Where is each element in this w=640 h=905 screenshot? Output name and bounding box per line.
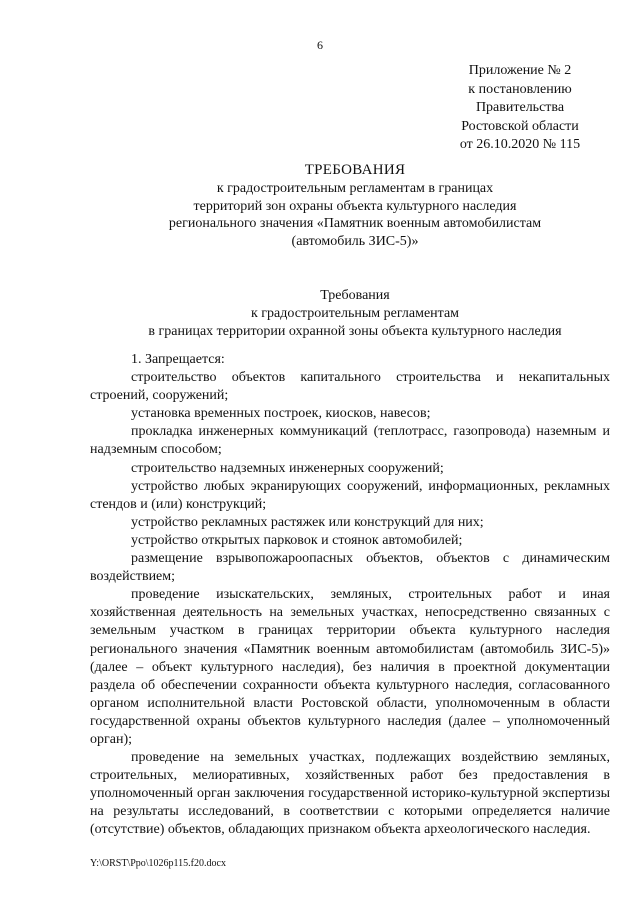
body-paragraph: строительство надземных инженерных сооружений; (131, 460, 444, 476)
title-line: территорий зон охраны объекта культурного наследия (193, 198, 517, 214)
title-line: (автомобиль ЗИС-5)» (291, 234, 419, 250)
body-paragraph: 1. Запрещается: (131, 352, 225, 367)
appendix-line: к постановлению (468, 81, 572, 97)
body-text (90, 351, 610, 840)
appendix-line: Приложение № 2 (468, 63, 572, 78)
body-paragraph: устройство открытых парковок и стоянок автомобилей; (131, 532, 463, 548)
appendix-line: от 26.10.2020 № 115 (459, 137, 581, 152)
subtitle-line: к градостроительным регламентам (250, 305, 460, 321)
body-paragraph: устройство рекламных растяжек или конструкций для них; (131, 514, 484, 530)
subtitle-line: Требования (320, 288, 390, 303)
appendix-header (430, 62, 610, 155)
body-paragraph: размещение взрывопожароопасных объектов, объектов с динамическим воздействием; (90, 551, 610, 585)
body-paragraph: проведение на земельных участках, подлежащих воздействию земляных, строительных, мелиоративных, хозяйственных работ без предоставления в уполномоченный орган заключения государственной историко-культурной экспертизы на результаты исследований, в соответствии с которыми определяется наличие (отсутствие) объектов, обладающих признаком объекта археологического наследия. (90, 750, 610, 838)
section-title (90, 287, 620, 340)
body-paragraph: проведение изыскательских, земляных, строительных работ и иная хозяйственная деятельность на земельных участках, непосредственно связанных с земельным участком в границах территории объекта культурного наследия регионального значения «Памятник военным автомобилистам (автомобиль ЗИС-5)» (далее – объект культурного наследия), без наличия в проектной документации раздела об обеспечении сохранности объекта культурного наследия, согласованного органом исполнительной власти Ростовской области, уполномоченным в области государственной охраны объектов культурного наследия (далее – уполномоченный орган); (90, 587, 610, 747)
subtitle-line: в границах территории охранной зоны объекта культурного наследия (148, 323, 562, 339)
title-line: регионального значения «Памятник военным автомобилистам (168, 216, 542, 232)
page-number: 6 (317, 38, 323, 52)
body-paragraph: устройство любых экранирующих сооружений, информационных, рекламных стендов и (или) конструкций; (90, 478, 610, 512)
document-title (90, 162, 620, 251)
title-line: к градостроительным регламентам в границах (216, 180, 494, 196)
body-paragraph: установка временных построек, киосков, навесов; (131, 406, 431, 422)
title-main: ТРЕБОВАНИЯ (304, 162, 406, 178)
appendix-line: Ростовской области (461, 118, 579, 134)
body-paragraph: прокладка инженерных коммуникаций (теплотрасс, газопровода) наземным и надземным способом; (90, 424, 610, 458)
appendix-line: Правительства (475, 100, 565, 115)
file-path-footer: Y:\ORST\Ppo\1026p115.f20.docx (90, 858, 226, 869)
body-paragraph: строительство объектов капитального строительства и некапитальных строений, сооружений; (90, 370, 610, 404)
